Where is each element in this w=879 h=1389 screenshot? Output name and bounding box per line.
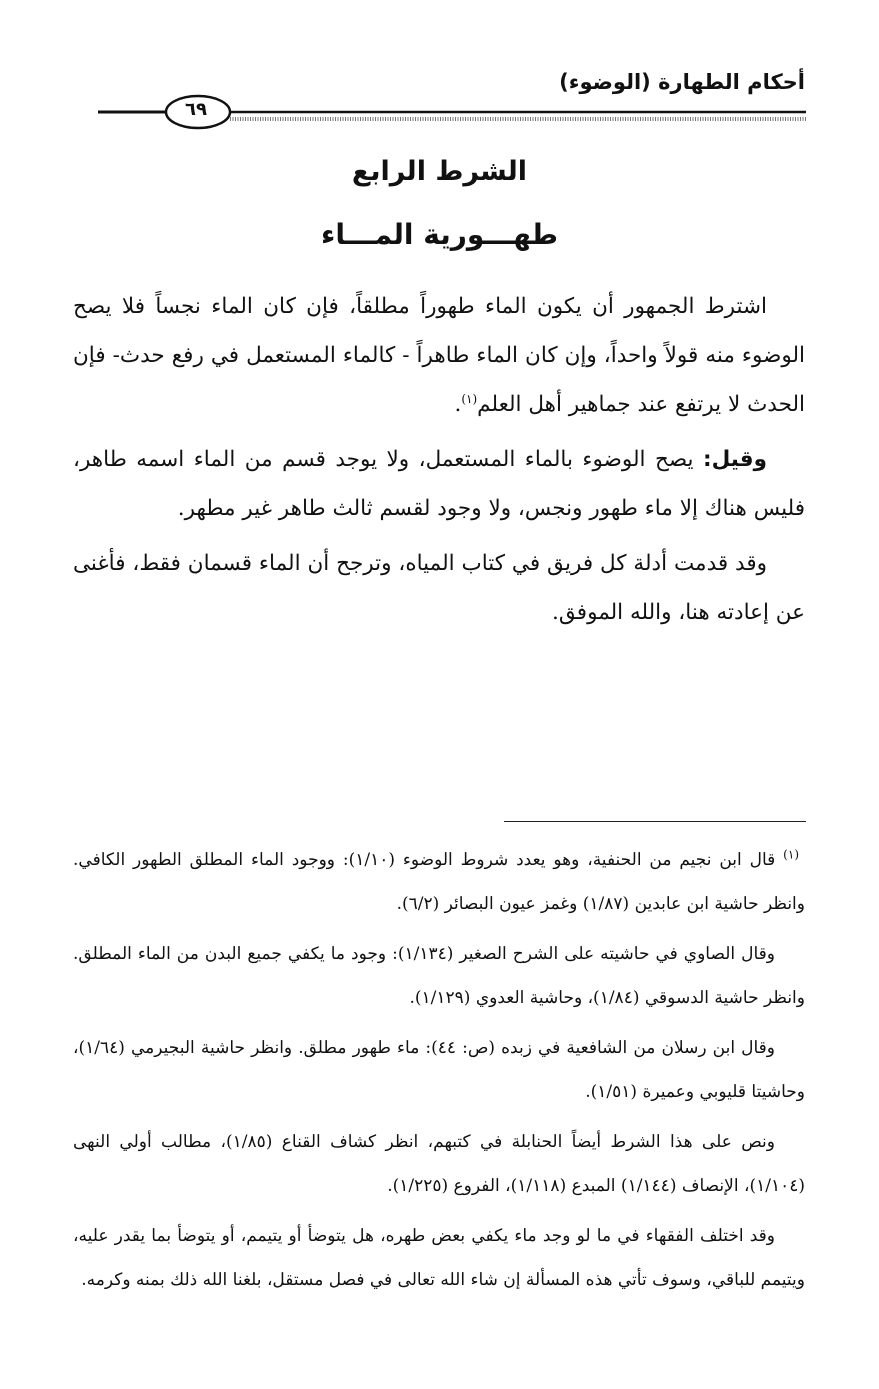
paragraph-1-text: اشترط الجمهور أن يكون الماء طهوراً مطلقاً، فإن كان الماء نجساً فلا يصح الوضوء منه قولاً واحداً، وإن كان الماء طاهراً - كالماء المستعمل في رفع حدث- فإن الحدث لا يرتفع عند جماهير أهل العلم [73, 294, 805, 417]
footnote-ref: (١) [461, 391, 478, 406]
main-text [73, 282, 805, 643]
footnote-separator [504, 821, 806, 822]
paragraph-1 [73, 282, 805, 429]
paragraph-2 [73, 435, 805, 533]
paragraph-3: وقد قدمت أدلة كل فريق في كتاب المياه، وترجح أن الماء قسمان فقط، فأغنى عن إعادته هنا، والله الموفق. [73, 551, 805, 625]
footnotes [73, 838, 805, 1308]
footnote-4: ونص على هذا الشرط أيضاً الحنابلة في كتبهم، انظر كشاف القناع (١/٨٥)، مطالب أولي النهى (١/١٠٤)، الإنصاف (١/١٤٤) المبدع (١/١١٨)، الفروع (١/٢٢٥). [73, 1132, 805, 1196]
footnote-5: وقد اختلف الفقهاء في ما لو وجد ماء يكفي بعض طهره، هل يتوضأ أو يتيمم، أو يتوضأ بما يقدر عليه، ويتيمم للباقي، وسوف تأتي هذه المسألة إن شاء الله تعالى في فصل مستقل، بلغنا الله ذلك بمنه وكرمه. [73, 1226, 805, 1290]
footnote-marker: (١) [783, 847, 799, 862]
section-title: طهـــورية المـــاء [321, 218, 558, 251]
running-header-title: أحكام الطهارة (الوضوء) [559, 70, 805, 94]
footnote-3: وقال ابن رسلان من الشافعية في زبده (ص: ٤٤): ماء طهور مطلق. وانظر حاشية البجيرمي (١/٦٤)، وحاشيتا قليوبي وعميرة (١/٥١). [73, 1038, 805, 1102]
chapter-title: الشرط الرابع [351, 156, 528, 187]
paragraph-1-end: . [454, 392, 462, 417]
footnote-1 [73, 838, 805, 926]
paragraph-2-text: يصح الوضوء بالماء المستعمل، ولا يوجد قسم من الماء اسمه طاهر، فليس هناك إلا ماء طهور ونجس، ولا وجود لقسم ثالث طاهر غير مطهر. [73, 447, 805, 521]
footnote-1-text: قال ابن نجيم من الحنفية، وهو يعدد شروط الوضوء (١/١٠): ووجود الماء المطلق الطهور الكافي. وانظر حاشية ابن عابدين (١/٨٧) وغمز عيون البصائر (٦/٢). [73, 850, 805, 914]
paragraph-2-lead: وقيل: [702, 447, 767, 472]
page-number: ٦٩ [185, 99, 207, 120]
footnote-2: وقال الصاوي في حاشيته على الشرح الصغير (١/١٣٤): وجود ما يكفي جميع البدن من الماء المطلق. وانظر حاشية الدسوقي (١/٨٤)، وحاشية العدوي (١/١٢٩). [73, 944, 805, 1008]
